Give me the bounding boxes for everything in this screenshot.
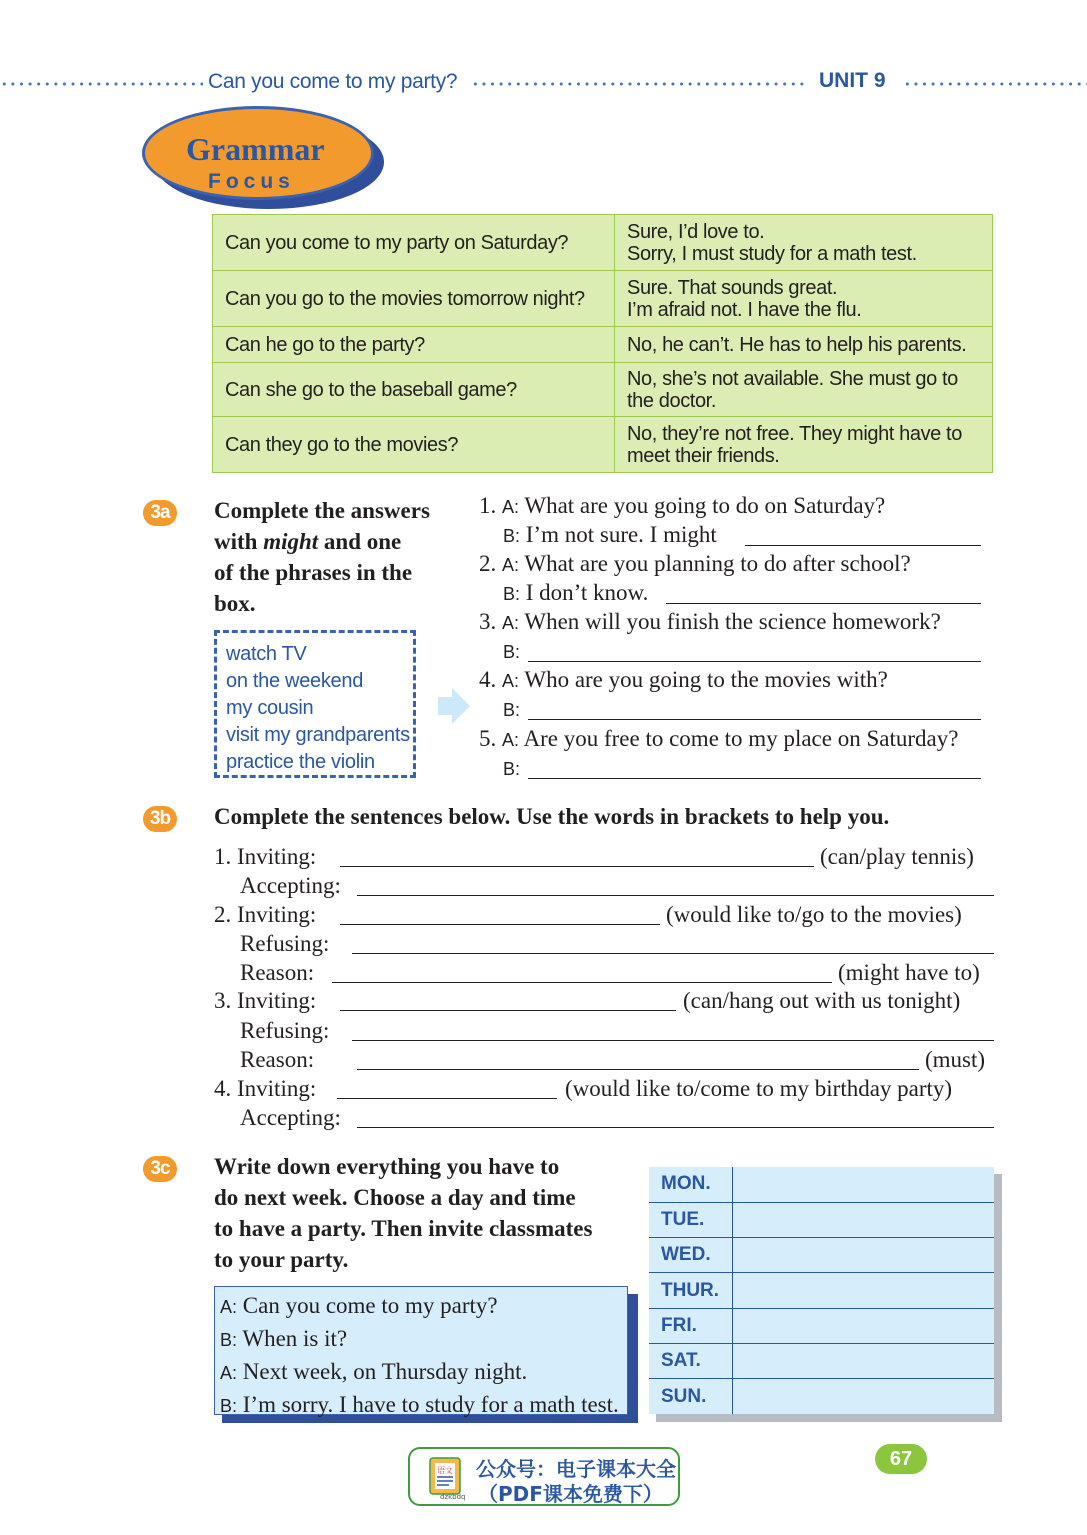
answer-blank[interactable]: [357, 1127, 994, 1128]
answer-line: B: I don’t know.: [503, 580, 649, 605]
table-row: [213, 215, 993, 271]
answer-line: B:: [503, 759, 521, 779]
icon-label: 语文: [437, 1466, 453, 1475]
hint-text: (might have to): [838, 960, 980, 985]
hint-text: (would like to/go to the movies): [666, 902, 962, 927]
phrase-item: on the weekend: [226, 670, 364, 692]
watermark-badge: [408, 1447, 680, 1506]
item-label: Reason:: [240, 960, 315, 985]
answer-blank[interactable]: [528, 661, 981, 662]
question-cell: Can they go to the movies?: [213, 417, 615, 473]
question-line: 2. A: What are you planning to do after school?: [479, 551, 911, 576]
header-dots-left: [0, 81, 203, 87]
answer-line: B: I’m not sure. I might: [503, 522, 717, 547]
question-line: 1. A: What are you going to do on Saturday?: [479, 493, 886, 518]
question-line: 4. A: Who are you going to the movies with?: [479, 667, 888, 692]
watermark-tag: dzkbdq: [440, 1493, 466, 1501]
question-cell: Can you go to the movies tomorrow night?: [213, 271, 615, 327]
answer-blank[interactable]: [528, 719, 981, 720]
question-cell: Can you come to my party on Saturday?: [213, 215, 615, 271]
answer-blank[interactable]: [528, 778, 981, 779]
page-number: 67: [875, 1444, 927, 1474]
answer-blank[interactable]: [357, 895, 994, 896]
hint-text: (can/hang out with us tonight): [683, 988, 961, 1013]
book-icon: [426, 1456, 466, 1498]
phrase-item: my cousin: [226, 697, 314, 719]
table-row: [649, 1238, 994, 1273]
table-row: [213, 271, 993, 327]
question-line: 5. A: Are you free to come to my place on Saturday?: [479, 726, 959, 751]
answer-blank[interactable]: [340, 924, 660, 925]
exercise-3c-badge: 3c: [143, 1156, 177, 1182]
day-entry-cell[interactable]: [732, 1202, 994, 1237]
table-row: [213, 363, 993, 417]
day-label: TUE.: [649, 1202, 732, 1237]
answer-line: Sorry, I must study for a math test.: [627, 242, 917, 265]
answer-blank[interactable]: [352, 1040, 994, 1041]
answer-cell: No, he can’t. He has to help his parents.: [615, 327, 993, 363]
phrase-item: practice the violin: [226, 751, 375, 773]
answer-line: Sure, I’d love to.: [627, 220, 765, 243]
answer-cell: [615, 417, 993, 473]
answer-line: I’m afraid not. I have the flu.: [627, 298, 862, 321]
item-label: Reason:: [240, 1047, 315, 1072]
question-line: 3. A: When will you finish the science homework?: [479, 609, 941, 634]
answer-blank[interactable]: [332, 982, 832, 983]
day-entry-cell[interactable]: [732, 1343, 994, 1378]
dialog-line: A: Next week, on Thursday night.: [220, 1359, 528, 1384]
hint-text: (can/play tennis): [820, 844, 974, 869]
day-label: FRI.: [649, 1308, 732, 1343]
dialog-line: A: Can you come to my party?: [220, 1293, 498, 1318]
exercise-3c-instruction: Write down everything you have to do next week. Choose a day and time to have a party. Then invite classmates to your party.: [214, 1154, 593, 1272]
day-entry-cell[interactable]: [732, 1238, 994, 1273]
item-label: 1. Inviting:: [214, 844, 317, 869]
answer-line: B:: [503, 700, 521, 720]
answer-line: meet their friends.: [627, 444, 780, 467]
table-row: [649, 1273, 994, 1308]
phrase-item: watch TV: [226, 643, 307, 665]
exercise-3b-badge: 3b: [143, 806, 177, 832]
day-entry-cell[interactable]: [732, 1308, 994, 1343]
table-row: [649, 1202, 994, 1237]
hint-text: (must): [925, 1047, 986, 1072]
answer-blank[interactable]: [340, 1010, 676, 1011]
hint-text: (would like to/come to my birthday party): [565, 1076, 953, 1101]
dialog-line: B: I’m sorry. I have to study for a math test.: [220, 1392, 619, 1417]
day-label: THUR.: [649, 1273, 732, 1308]
answer-line: No, they’re not free. They might have to: [627, 422, 962, 445]
grammar-table: [212, 214, 993, 473]
answer-blank[interactable]: [352, 953, 994, 954]
grammar-focus-title: Grammar: [186, 131, 325, 167]
table-row: [649, 1343, 994, 1378]
watermark-line1: 公众号：电子课本大全: [476, 1457, 676, 1481]
answer-line: B:: [503, 642, 521, 662]
item-label: Accepting:: [240, 873, 341, 898]
answer-line: No, she’s not available. She must go to: [627, 367, 958, 390]
day-entry-cell[interactable]: [732, 1273, 994, 1308]
table-row: [649, 1167, 994, 1202]
item-label: Refusing:: [240, 1018, 330, 1043]
answer-blank[interactable]: [666, 603, 981, 604]
arrow-right-icon: [438, 688, 470, 724]
answer-cell: [615, 271, 993, 327]
header-dots-right: [903, 81, 1087, 87]
day-label: WED.: [649, 1238, 732, 1273]
dialog-line: B: When is it?: [220, 1326, 348, 1351]
item-label: 2. Inviting:: [214, 902, 317, 927]
page-header: [0, 64, 1087, 104]
day-label: SAT.: [649, 1343, 732, 1378]
answer-line: the doctor.: [627, 389, 716, 412]
answer-blank[interactable]: [340, 866, 814, 867]
answer-blank[interactable]: [357, 1069, 919, 1070]
header-dots-middle: [471, 81, 809, 87]
item-label: 3. Inviting:: [214, 988, 317, 1013]
grammar-focus-subtitle: Focus: [208, 170, 295, 193]
item-label: Refusing:: [240, 931, 330, 956]
answer-blank[interactable]: [337, 1098, 557, 1099]
question-cell: Can he go to the party?: [213, 327, 615, 363]
phrase-box: [214, 630, 416, 778]
table-row: [213, 417, 993, 473]
day-label: MON.: [649, 1167, 732, 1202]
table-row: [213, 327, 993, 363]
exercise-3a-badge: 3a: [143, 500, 177, 526]
question-cell: Can she go to the baseball game?: [213, 363, 615, 417]
table-row: [649, 1308, 994, 1343]
item-label: Accepting:: [240, 1105, 341, 1130]
header-unit: UNIT 9: [819, 69, 886, 92]
week-planner-table: [649, 1167, 994, 1414]
item-label: 4. Inviting:: [214, 1076, 317, 1101]
table-row: [649, 1379, 994, 1414]
answer-line: Sure. That sounds great.: [627, 276, 838, 299]
phrase-item: visit my grandparents: [226, 724, 410, 746]
header-title: Can you come to my party?: [208, 70, 458, 93]
answer-blank[interactable]: [745, 545, 981, 546]
day-entry-cell[interactable]: [732, 1167, 994, 1202]
example-dialog: [214, 1286, 628, 1415]
answer-cell: [615, 215, 993, 271]
answer-cell: [615, 363, 993, 417]
watermark-line2: （PDF课本免费下）: [478, 1482, 663, 1506]
exercise-3b-instruction: Complete the sentences below. Use the words in brackets to help you.: [214, 804, 890, 829]
day-entry-cell[interactable]: [732, 1379, 994, 1414]
day-label: SUN.: [649, 1379, 732, 1414]
exercise-3a-instruction: Complete the answers with might and one of the phrases in the box.: [214, 498, 430, 616]
